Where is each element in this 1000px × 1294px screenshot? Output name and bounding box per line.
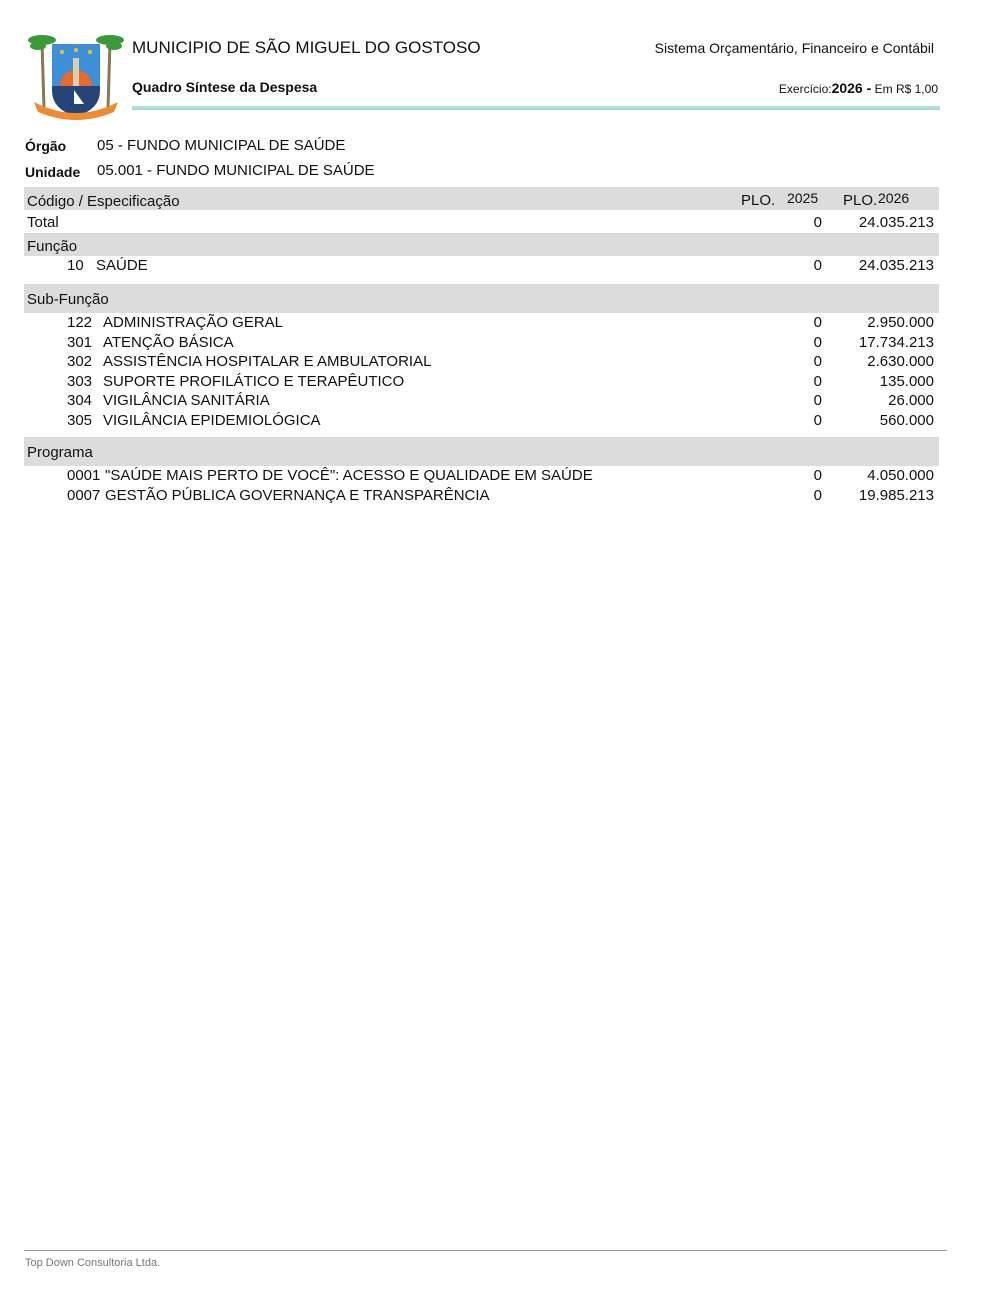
exercicio-info bbox=[779, 80, 938, 96]
table-row bbox=[0, 412, 1000, 432]
total-label: Total bbox=[27, 214, 59, 231]
table-row bbox=[0, 467, 1000, 487]
row-2026: 26.000 bbox=[888, 392, 934, 410]
row-code: 122 bbox=[67, 314, 93, 331]
footer-company: Top Down Consultoria Ltda. bbox=[25, 1257, 161, 1269]
report-title: Quadro Síntese da Despesa bbox=[132, 79, 318, 95]
row-2025: 0 bbox=[813, 412, 822, 429]
row-2025: 0 bbox=[813, 333, 822, 351]
row-desc: ASSISTÊNCIA HOSPITALAR E AMBULATORIAL bbox=[103, 353, 432, 371]
municipality-name: MUNICIPIO DE SÃO MIGUEL DO GOSTOSO bbox=[132, 38, 481, 57]
row-2025: 0 bbox=[813, 314, 822, 331]
row-code: 10 bbox=[67, 257, 84, 274]
orgao-label: Órgão bbox=[25, 138, 67, 154]
total-row bbox=[0, 214, 1000, 234]
programa-section-band bbox=[24, 437, 939, 466]
row-2025: 0 bbox=[813, 467, 822, 484]
row-2026: 4.050.000 bbox=[867, 467, 934, 484]
row-desc: SUPORTE PROFILÁTICO E TERAPÊUTICO bbox=[103, 372, 405, 390]
funcao-label: Função bbox=[27, 238, 78, 255]
footer-divider bbox=[24, 1250, 947, 1251]
table-row bbox=[0, 487, 1000, 507]
row-2026: 24.035.213 bbox=[858, 257, 934, 274]
row-2026: 2.950.000 bbox=[867, 314, 934, 331]
row-code: 303 bbox=[67, 372, 93, 390]
exercicio-year: 2026 - bbox=[831, 80, 872, 96]
row-2026: 17.734.213 bbox=[858, 333, 934, 351]
col-header-year-2025: 2025 bbox=[787, 190, 819, 206]
col-header-spec: Código / Especificação bbox=[27, 193, 180, 210]
unidade-value: 05.001 - FUNDO MUNICIPAL DE SAÚDE bbox=[97, 162, 375, 179]
currency-label: Em R$ 1,00 bbox=[874, 82, 938, 96]
subfuncao-label: Sub-Função bbox=[27, 291, 109, 308]
orgao-value: 05 - FUNDO MUNICIPAL DE SAÚDE bbox=[97, 137, 346, 154]
row-code: 302 bbox=[67, 353, 93, 371]
row-2026: 19.985.213 bbox=[858, 486, 934, 504]
row-2025: 0 bbox=[813, 353, 822, 371]
table-row bbox=[0, 257, 1000, 277]
row-code: 304 bbox=[67, 392, 93, 410]
table-row bbox=[0, 334, 1000, 354]
row-desc: VIGILÂNCIA SANITÁRIA bbox=[103, 392, 270, 410]
col-header-plo-2026: PLO. bbox=[843, 192, 878, 209]
row-2025: 0 bbox=[813, 372, 822, 390]
row-2025: 0 bbox=[813, 392, 822, 410]
system-name: Sistema Orçamentário, Financeiro e Contábil bbox=[654, 40, 934, 56]
row-code: 0001 bbox=[67, 467, 101, 484]
programa-label: Programa bbox=[27, 444, 93, 461]
row-code: 305 bbox=[67, 412, 93, 429]
exercicio-label: Exercício: bbox=[778, 82, 832, 96]
row-code: 0007 bbox=[67, 486, 101, 504]
row-2026: 2.630.000 bbox=[867, 353, 934, 371]
row-code: 301 bbox=[67, 333, 93, 351]
unidade-label: Unidade bbox=[25, 164, 81, 180]
row-desc: ATENÇÃO BÁSICA bbox=[103, 333, 234, 351]
funcao-section-band bbox=[24, 233, 939, 256]
row-desc: VIGILÂNCIA EPIDEMIOLÓGICA bbox=[103, 412, 321, 429]
row-desc: SAÚDE bbox=[96, 257, 148, 274]
row-desc: GESTÃO PÚBLICA GOVERNANÇA E TRANSPARÊNCIA bbox=[105, 486, 490, 504]
row-desc: ADMINISTRAÇÃO GERAL bbox=[103, 314, 284, 331]
subfuncao-section-band bbox=[24, 284, 939, 313]
row-2026: 560.000 bbox=[879, 412, 934, 429]
table-row bbox=[0, 314, 1000, 334]
col-header-year-2026: 2026 bbox=[878, 190, 910, 206]
municipal-coat-of-arms-logo bbox=[26, 28, 126, 122]
table-row bbox=[0, 392, 1000, 412]
table-row bbox=[0, 373, 1000, 393]
table-row bbox=[0, 353, 1000, 373]
col-header-plo-2025: PLO. bbox=[741, 192, 776, 209]
total-2025: 0 bbox=[813, 214, 822, 231]
header-divider bbox=[132, 106, 940, 110]
row-2025: 0 bbox=[813, 486, 822, 504]
total-2026: 24.035.213 bbox=[858, 214, 934, 231]
row-2026: 135.000 bbox=[879, 372, 934, 390]
row-desc: "SAÚDE MAIS PERTO DE VOCÊ": ACESSO E QUALIDADE EM SAÚDE bbox=[105, 467, 593, 484]
row-2025: 0 bbox=[813, 257, 822, 274]
